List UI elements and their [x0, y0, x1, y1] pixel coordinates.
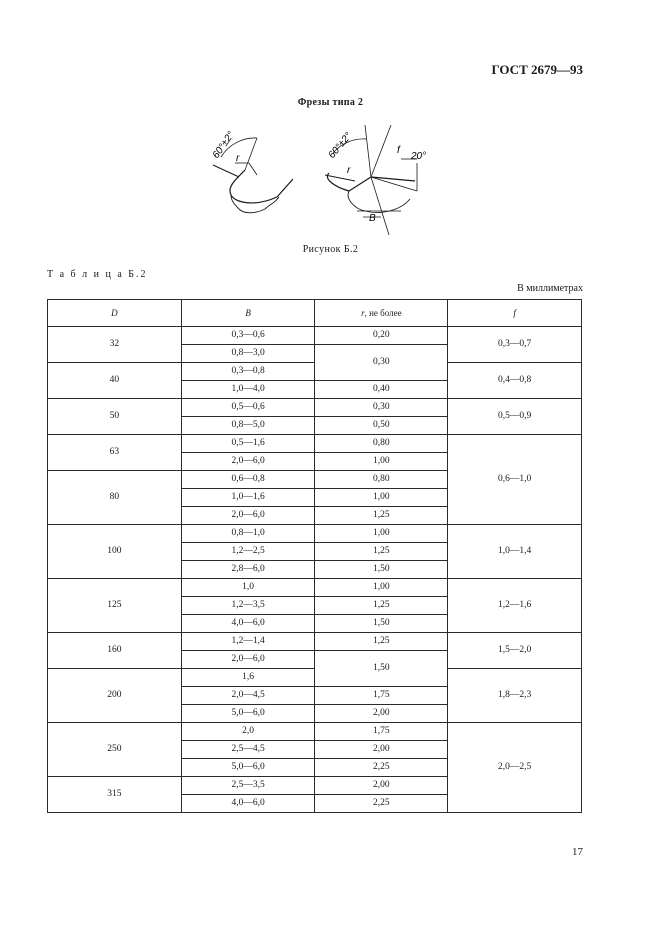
- header-r-suffix: , не более: [364, 307, 402, 318]
- cell-r: 1,75: [315, 687, 448, 705]
- figure-title: Фрезы типа 2: [297, 97, 364, 108]
- right-b-label: B: [369, 213, 376, 224]
- dimensions-table: [47, 299, 582, 813]
- cell-r: 1,25: [315, 633, 448, 651]
- cell-f: 2,0—2,5: [448, 723, 582, 813]
- cell-d: 40: [48, 363, 182, 399]
- cell-d: 200: [48, 669, 182, 723]
- cell-b: 2,0—6,0: [181, 507, 315, 525]
- page-number: 17: [572, 846, 583, 858]
- cell-b: 0,5—1,6: [181, 435, 315, 453]
- cell-b: 0,8—5,0: [181, 417, 315, 435]
- cell-d: 50: [48, 399, 182, 435]
- cell-r: 2,00: [315, 777, 448, 795]
- cell-r: 0,30: [315, 345, 448, 381]
- table-label: Т а б л и ц а Б.2: [47, 269, 148, 280]
- cell-b: 2,5—4,5: [181, 741, 315, 759]
- right-f-label: f: [397, 145, 400, 156]
- cell-f: 1,5—2,0: [448, 633, 582, 669]
- cell-b: 1,2—2,5: [181, 543, 315, 561]
- cell-r: 2,25: [315, 795, 448, 813]
- cell-r: 2,00: [315, 741, 448, 759]
- cell-r: 0,50: [315, 417, 448, 435]
- header-r-symbol: r: [361, 307, 365, 318]
- cell-f: 1,2—1,6: [448, 579, 582, 633]
- cell-r: 1,00: [315, 579, 448, 597]
- header-b: B: [181, 300, 315, 327]
- header-d: D: [48, 300, 182, 327]
- cell-b: 2,0: [181, 723, 315, 741]
- cell-r: 0,80: [315, 471, 448, 489]
- cell-f: 0,6—1,0: [448, 435, 582, 525]
- cell-r: 0,20: [315, 327, 448, 345]
- left-angle-label: 60°±2°: [210, 129, 237, 161]
- standard-number: ГОСТ 2679—93: [491, 62, 583, 77]
- cutter-profile-diagram: [205, 125, 445, 235]
- cell-r: 2,00: [315, 705, 448, 723]
- cell-b: 1,0—1,6: [181, 489, 315, 507]
- cell-b: 4,0—6,0: [181, 795, 315, 813]
- cell-b: 1,2—1,4: [181, 633, 315, 651]
- cell-r: 1,50: [315, 615, 448, 633]
- cell-d: 160: [48, 633, 182, 669]
- cell-r: 1,75: [315, 723, 448, 741]
- right-angle-label: 60°±2°: [326, 130, 355, 161]
- cutter-drawing: [205, 125, 445, 235]
- cell-r: 1,00: [315, 525, 448, 543]
- table-row: [48, 525, 582, 543]
- cell-r: 0,40: [315, 381, 448, 399]
- figure-caption: Рисунок Б.2: [302, 244, 359, 255]
- table-row: [48, 327, 582, 345]
- header-r: [315, 300, 448, 327]
- cell-r: 1,50: [315, 651, 448, 687]
- cell-b: 2,5—3,5: [181, 777, 315, 795]
- table-row: [48, 363, 582, 381]
- cell-r: 1,50: [315, 561, 448, 579]
- cell-d: 32: [48, 327, 182, 363]
- table-row: [48, 633, 582, 651]
- cell-r: 1,00: [315, 453, 448, 471]
- right-radius-label: r: [347, 165, 351, 176]
- cell-r: 1,25: [315, 597, 448, 615]
- cell-b: 2,0—6,0: [181, 651, 315, 669]
- cell-d: 125: [48, 579, 182, 633]
- cell-d: 315: [48, 777, 182, 813]
- cell-f: 1,8—2,3: [448, 669, 582, 723]
- left-radius-label: r: [236, 153, 240, 164]
- table-row: [48, 399, 582, 417]
- cell-f: 0,3—0,7: [448, 327, 582, 363]
- cell-b: 0,6—0,8: [181, 471, 315, 489]
- cell-b: 5,0—6,0: [181, 759, 315, 777]
- cell-b: 2,8—6,0: [181, 561, 315, 579]
- cell-b: 0,3—0,6: [181, 327, 315, 345]
- cell-b: 2,0—4,5: [181, 687, 315, 705]
- cell-b: 0,8—3,0: [181, 345, 315, 363]
- table-row: [48, 669, 582, 687]
- cell-d: 63: [48, 435, 182, 471]
- cell-d: 80: [48, 471, 182, 525]
- cell-b: 1,0: [181, 579, 315, 597]
- cell-b: 2,0—6,0: [181, 453, 315, 471]
- right-side-angle-label: 20°: [411, 151, 427, 162]
- cell-r: 0,30: [315, 399, 448, 417]
- cell-b: 0,3—0,8: [181, 363, 315, 381]
- cell-d: 100: [48, 525, 182, 579]
- cell-b: 1,6: [181, 669, 315, 687]
- cell-b: 1,0—4,0: [181, 381, 315, 399]
- cell-b: 5,0—6,0: [181, 705, 315, 723]
- cell-f: 1,0—1,4: [448, 525, 582, 579]
- table-row: [48, 579, 582, 597]
- cell-r: 2,25: [315, 759, 448, 777]
- cell-r: 0,80: [315, 435, 448, 453]
- cell-d: 250: [48, 723, 182, 777]
- header-f: f: [448, 300, 582, 327]
- cell-r: 1,00: [315, 489, 448, 507]
- cell-b: 0,8—1,0: [181, 525, 315, 543]
- table-units: В миллиметрах: [517, 283, 583, 294]
- cell-b: 4,0—6,0: [181, 615, 315, 633]
- table-row: [48, 723, 582, 741]
- cell-f: 0,5—0,9: [448, 399, 582, 435]
- cell-b: 0,5—0,6: [181, 399, 315, 417]
- table-row: [48, 435, 582, 453]
- cell-r: 1,25: [315, 507, 448, 525]
- table-header-row: [48, 300, 582, 327]
- cell-b: 1,2—3,5: [181, 597, 315, 615]
- cell-r: 1,25: [315, 543, 448, 561]
- cell-f: 0,4—0,8: [448, 363, 582, 399]
